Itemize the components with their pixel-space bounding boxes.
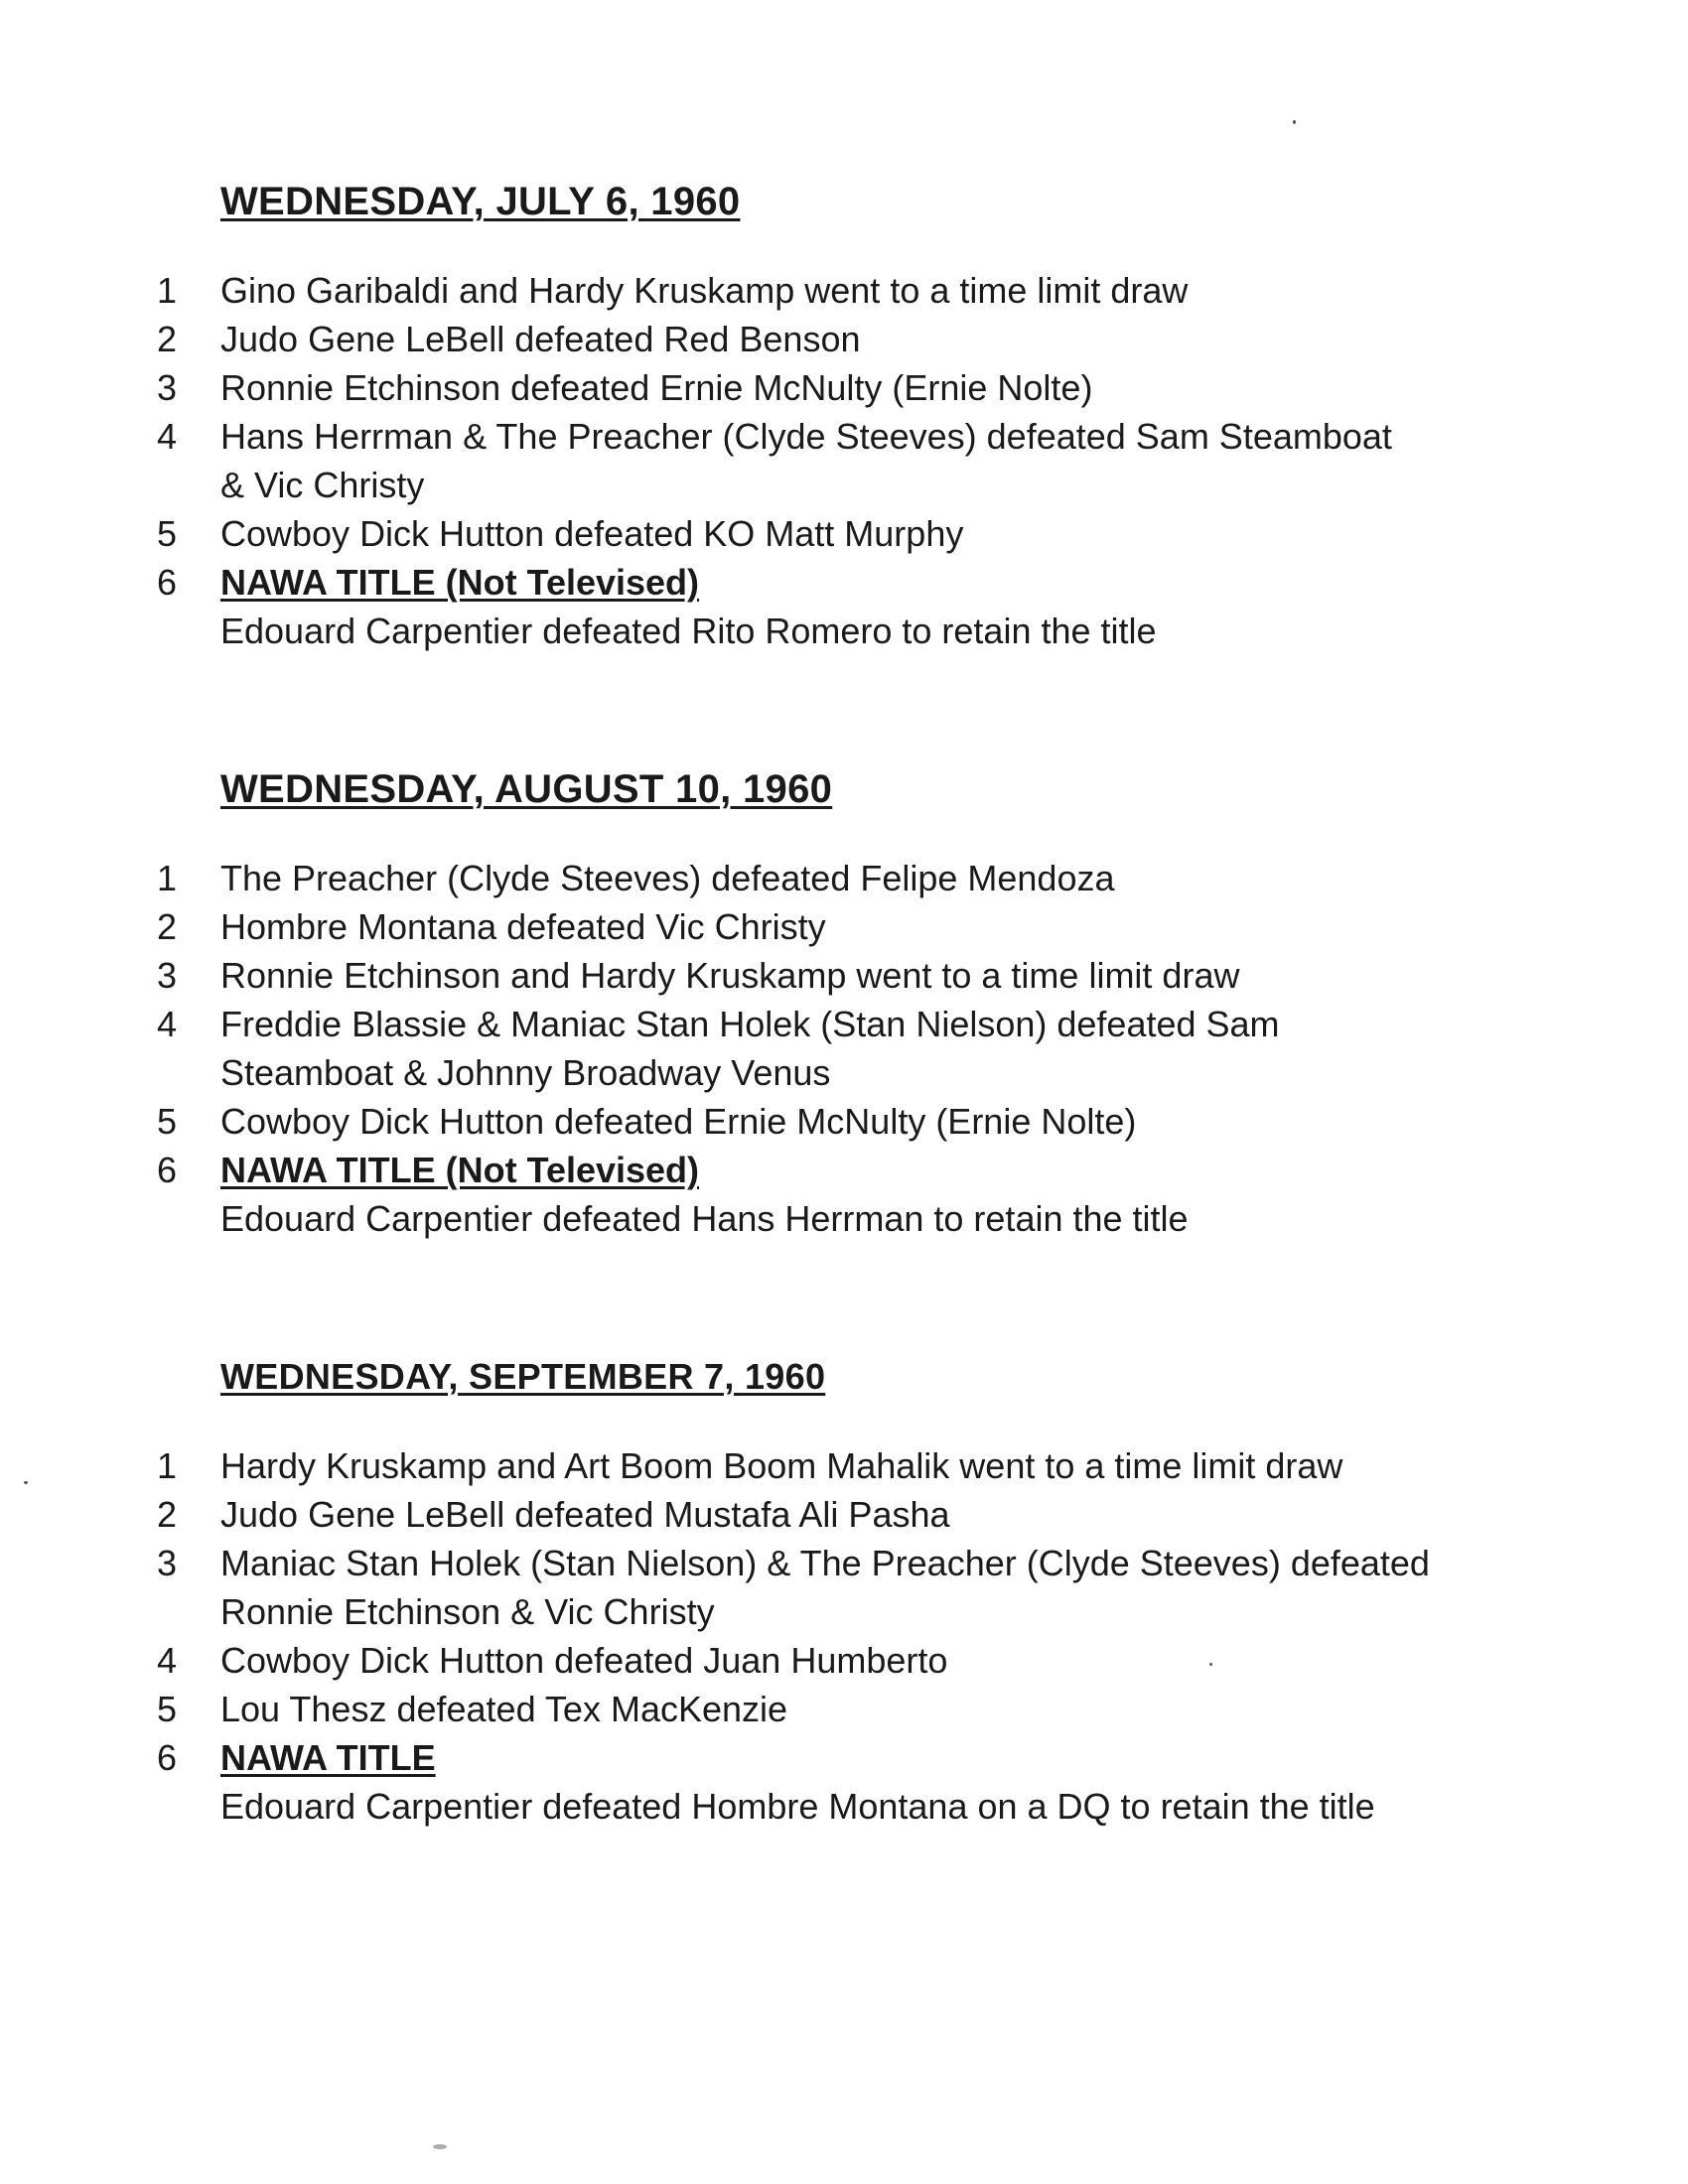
match-item — [149, 951, 1440, 1000]
match-item — [149, 315, 1440, 363]
scan-speck — [1293, 120, 1296, 124]
match-title-block — [220, 558, 1440, 655]
match-result: Cowboy Dick Hutton defeated KO Matt Murphy — [220, 513, 964, 554]
title-label: NAWA TITLE (Not Televised) — [220, 562, 700, 603]
card-august-10-1960 — [149, 764, 1440, 1243]
match-item — [149, 1441, 1440, 1490]
match-list — [149, 266, 1440, 655]
match-number: 4 — [157, 416, 178, 457]
match-number: 3 — [157, 1543, 178, 1583]
title-label: NAWA TITLE (Not Televised) — [220, 1150, 700, 1190]
match-result: Freddie Blassie & Maniac Stan Holek (Stan Nielson) defeated Sam Steamboat & Johnny Broadway Venus — [220, 1004, 1280, 1093]
match-item — [149, 1685, 1440, 1733]
match-number: 4 — [157, 1004, 178, 1044]
match-item — [149, 1490, 1440, 1539]
match-item — [149, 1636, 1440, 1685]
match-item — [149, 854, 1440, 902]
match-number: 6 — [157, 1150, 178, 1190]
match-number: 1 — [157, 858, 178, 898]
match-number: 2 — [157, 319, 178, 359]
match-number: 1 — [157, 1445, 178, 1486]
match-number: 4 — [157, 1640, 178, 1681]
match-title-block — [220, 1146, 1440, 1243]
match-result: Hombre Montana defeated Vic Christy — [220, 906, 826, 947]
match-item — [149, 266, 1440, 315]
match-item — [149, 509, 1440, 558]
match-result: Hans Herrman & The Preacher (Clyde Steeves) defeated Sam Steamboat & Vic Christy — [220, 416, 1392, 505]
match-result: Edouard Carpentier defeated Rito Romero to retain the title — [220, 611, 1157, 651]
section-heading: WEDNESDAY, JULY 6, 1960 — [220, 180, 741, 223]
match-item — [149, 363, 1440, 412]
scan-speck — [1209, 1663, 1212, 1666]
match-result: Judo Gene LeBell defeated Mustafa Ali Pasha — [220, 1494, 950, 1535]
match-number: 5 — [157, 1101, 178, 1142]
match-item — [149, 902, 1440, 951]
card-july-6-1960 — [149, 177, 1440, 655]
scan-speck — [433, 2144, 447, 2149]
match-item — [149, 1539, 1440, 1636]
card-september-7-1960 — [149, 1352, 1440, 1831]
match-number: 2 — [157, 1494, 178, 1535]
match-item — [149, 1733, 1440, 1831]
match-number: 6 — [157, 1737, 178, 1778]
match-result: Ronnie Etchinson and Hardy Kruskamp went to a time limit draw — [220, 955, 1240, 996]
match-result: The Preacher (Clyde Steeves) defeated Felipe Mendoza — [220, 858, 1115, 898]
section-heading: WEDNESDAY, AUGUST 10, 1960 — [220, 767, 833, 811]
match-result: Edouard Carpentier defeated Hombre Montana on a DQ to retain the title — [220, 1786, 1375, 1827]
match-number: 3 — [157, 367, 178, 408]
match-item — [149, 412, 1440, 509]
match-title-block — [220, 1733, 1440, 1831]
match-result: Gino Garibaldi and Hardy Kruskamp went to a time limit draw — [220, 270, 1189, 311]
match-list — [149, 854, 1440, 1243]
match-number: 3 — [157, 955, 178, 996]
match-number: 5 — [157, 513, 178, 554]
match-item — [149, 1146, 1440, 1243]
match-result: Lou Thesz defeated Tex MacKenzie — [220, 1689, 788, 1729]
title-label: NAWA TITLE — [220, 1737, 436, 1778]
match-number: 6 — [157, 562, 178, 603]
section-heading: WEDNESDAY, SEPTEMBER 7, 1960 — [220, 1356, 826, 1397]
match-result: Hardy Kruskamp and Art Boom Boom Mahalik went to a time limit draw — [220, 1445, 1343, 1486]
match-item — [149, 558, 1440, 655]
match-list — [149, 1441, 1440, 1831]
match-result: Maniac Stan Holek (Stan Nielson) & The Preacher (Clyde Steeves) defeated Ronnie Etchinson & Vic Christy — [220, 1543, 1430, 1632]
match-item — [149, 1000, 1440, 1097]
match-number: 5 — [157, 1689, 178, 1729]
match-item — [149, 1097, 1440, 1146]
match-result: Judo Gene LeBell defeated Red Benson — [220, 319, 861, 359]
match-result: Edouard Carpentier defeated Hans Herrman to retain the title — [220, 1198, 1189, 1239]
scan-speck — [24, 1481, 28, 1484]
match-number: 1 — [157, 270, 178, 311]
match-result: Cowboy Dick Hutton defeated Juan Humberto — [220, 1640, 948, 1681]
match-number: 2 — [157, 906, 178, 947]
match-result: Cowboy Dick Hutton defeated Ernie McNulty (Ernie Nolte) — [220, 1101, 1137, 1142]
match-result: Ronnie Etchinson defeated Ernie McNulty (Ernie Nolte) — [220, 367, 1093, 408]
